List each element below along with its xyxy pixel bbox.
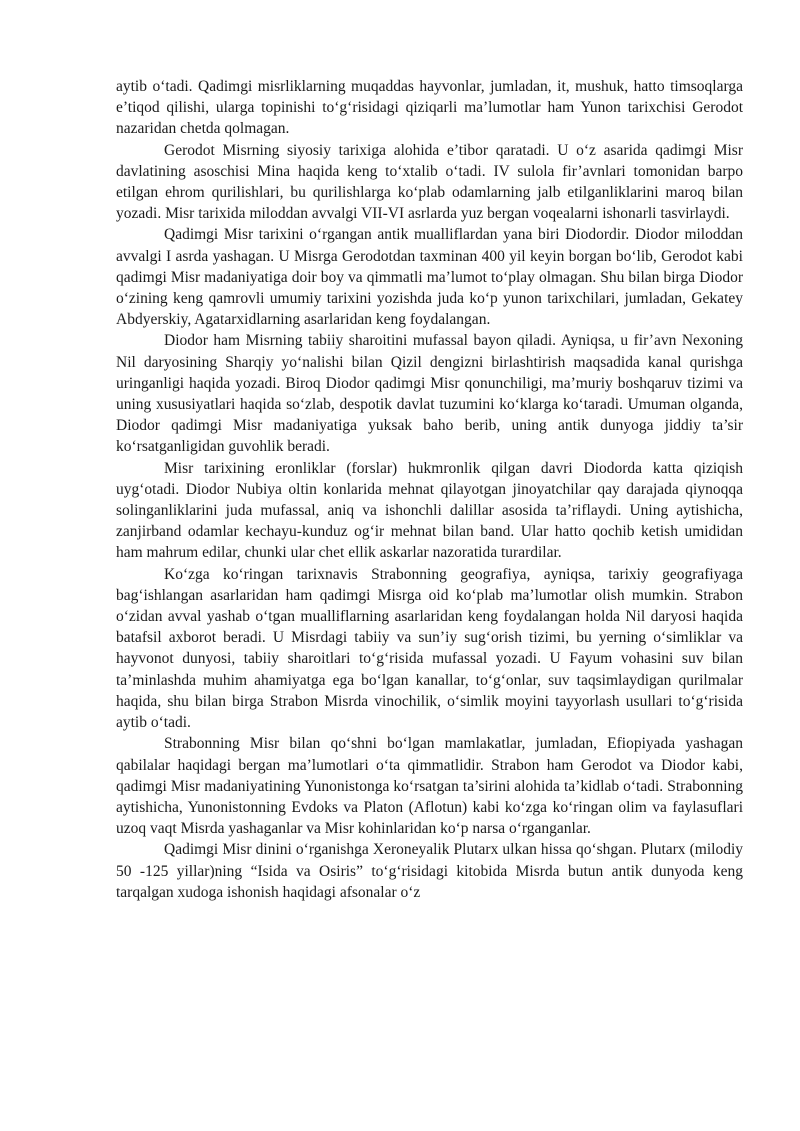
paragraph-diodor-intro: Qadimgi Misr tarixini o‘rgangan antik mualliflardan yana biri Diodordir. Diodor miloddan avvalgi I asrda yashagan. U Misrga Gerodotdan taxminan 400 yil keyin borgan bo‘lib, Gerodot kabi qadimgi Misr madaniyatiga doir boy va qimmatli ma’lumot to‘play olmagan. Shu bilan birga Diodor o‘zining keng qamrovli umumiy tarixini yozishda juda ko‘p yunon tarixchilari, jumladan, Gekatey Abdyerskiy, Agatarxidlarning asarlaridan keng foydalangan.: [116, 226, 743, 329]
document-page: [116, 76, 743, 903]
paragraph-continuation: aytib o‘tadi. Qadimgi misrliklarning muqaddas hayvonlar, jumladan, it, mushuk, hatto timsoqlarga e’tiqod qilishi, ularga topinishi to‘g‘risidagi qiziqarli ma’lumotlar ham Yunon tarixchisi Gerodot nazaridan chetda qolmagan.: [116, 78, 743, 138]
paragraph-persian-period: Misr tarixining eronliklar (forslar) hukmronlik qilgan davri Diodorda katta qiziqish uyg‘otadi. Diodor Nubiya oltin konlarida mehnat qilayotgan jinoyatchilar qay darajada qiynoqqa solinganliklarini juda mufassal, aniq va ishonchli dalillar asosida ta’riflaydi. Uning aytishicha, zanjirband odamlar kechayu-kunduz og‘ir mehnat bilan band. Ular hatto qochib ketish umididan ham mahrum edilar, chunki ular chet ellik askarlar nazoratida turardilar.: [116, 459, 743, 562]
paragraph-strabon-geography: Ko‘zga ko‘ringan tarixnavis Strabonning geografiya, ayniqsa, tarixiy geografiyaga bag‘ishlangan asarlaridan ham qadimgi Misrga oid ko‘plab ma’lumotlar olish mumkin. Strabon o‘zidan avval yashab o‘tgan mualliflarning asarlaridan keng foydalangan holda Nil daryosi haqida batafsil axborot beradi. U Misrdagi tabiiy va sun’iy sug‘orish tizimi, bu yerning o‘simliklar va hayvonot dunyosi, tabiiy sharoitlari to‘g‘risida mufassal yozadi. U Fayum vohasini suv bilan ta’minlashda muhim ahamiyatga ega bo‘lgan kanallar, to‘g‘onlar, suv taqsimlaydigan qurilmalar haqida, shu bilan birga Strabon Misrda vinochilik, o‘simlik moyini tayyorlash usullari to‘g‘risida aytib o‘tadi.: [116, 565, 743, 732]
paragraph-diodor-nature: Diodor ham Misrning tabiiy sharoitini mufassal bayon qiladi. Ayniqsa, u fir’avn Nexoning Nil daryosining Sharqiy yo‘nalishi bilan Qizil dengizni birlashtirish maqsadida kanal qurishga uringanligi haqida yozadi. Biroq Diodor qadimgi Misr qonunchiligi, ma’muriy boshqaruv tizimi va uning xususiyatlari haqida so‘zlab, despotik davlat tuzumini ko‘klarga ko‘taradi. Umuman olganda, Diodor qadimgi Misr madaniyatiga yuksak baho berib, uning antik dunyoga jiddiy ta’sir ko‘rsatganligidan guvohlik beradi.: [116, 332, 743, 456]
paragraph-plutarx: Qadimgi Misr dinini o‘rganishga Xeroneyalik Plutarx ulkan hissa qo‘shgan. Plutarx (milodiy 50 -125 yillar)ning “Isida va Osiris” to‘g‘risidagi kitobida Misrda butun antik dunyoda keng tarqalgan xudoga ishonish haqidagi afsonalar o‘z: [116, 841, 743, 901]
paragraph-strabon-neighbors: Strabonning Misr bilan qo‘shni bo‘lgan mamlakatlar, jumladan, Efiopiyada yashagan qabilalar haqidagi bergan ma’lumotlari o‘ta qimmatlidir. Strabon ham Gerodot va Diodor kabi, qadimgi Misr madaniyatining Yunonistonga ko‘rsatgan ta’sirini alohida ta’kidlab o‘tadi. Strabonning aytishicha, Yunonistonning Evdoks va Platon (Aflotun) kabi ko‘zga ko‘ringan olim va faylasuflari uzoq vaqt Misrda yashaganlar va Misr kohinlaridan ko‘p narsa o‘rganganlar.: [116, 735, 743, 838]
paragraph-gerodot-politics: Gerodot Misrning siyosiy tarixiga alohida e’tibor qaratadi. U o‘z asarida qadimgi Misr davlatining asoschisi Mina haqida keng to‘xtalib o‘tadi. IV sulola fir’avnlari tomonidan barpo etilgan ehrom qurilishlari, bu qurilishlarga ko‘plab odamlarning jalb etilganliklarini maroq bilan yozadi. Misr tarixida miloddan avvalgi VII-VI asrlarda yuz bergan voqealarni ishonarli tasvirlaydi.: [116, 141, 743, 223]
